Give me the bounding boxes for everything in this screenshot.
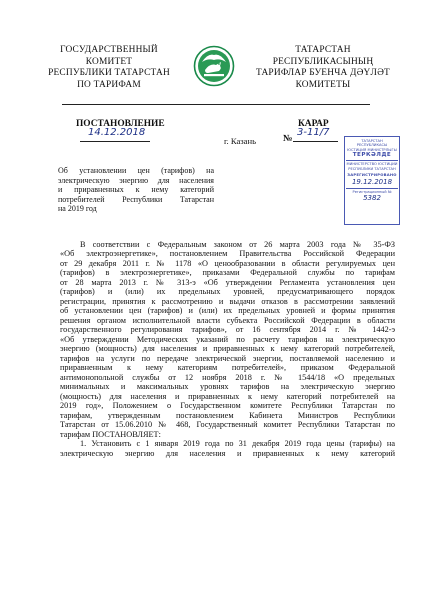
- stamp-line: МИНИСТЕРСТВО ЮСТИЦИИ: [346, 162, 398, 167]
- body-line: В соответствии с Федеральным законом от 26 марта 2003 года № 35-ФЗ: [80, 240, 395, 249]
- doc-city: г. Казань: [224, 136, 257, 146]
- stamp-separator: [346, 160, 398, 161]
- stamp-date: 19.12.2018: [351, 178, 393, 187]
- body-line: тарифам, утвержденным постановлением Кабинета Министров Республики: [60, 410, 395, 420]
- body-line: (тарифов) и (или) их предельных уровней, предусматривающего порядок: [60, 287, 395, 297]
- doc-type-left: ПОСТАНОВЛЕНИЕ: [76, 119, 165, 129]
- stamp-line: РЕСПУБЛИКИ ТАТАРСТАН: [348, 166, 396, 171]
- stamp-line: ЮСТИЦИЯ МИНИСТРЛЫГЫ: [347, 147, 397, 152]
- body-line: «Об утверждении Методических указаний по расчету тарифов на электрическую: [60, 334, 395, 344]
- body-line: энергию (мощность) для населения и приравненных к нему категорий потребителей,: [60, 344, 395, 354]
- subject-line: электрическую энергию для населения: [58, 175, 214, 185]
- body-line: тарифов на услуги по передаче электрической энергии, поставляемой населению и: [60, 353, 395, 363]
- number-sign: №: [283, 134, 293, 144]
- body-line: приравненным к нему категориям потребителей», приказом Федеральной: [60, 363, 395, 373]
- header-left-line: ГОСУДАРСТВЕННЫЙ: [60, 45, 158, 55]
- body-line: решения органом исполнительной власти субъекта Российской Федерации в области: [60, 315, 395, 325]
- body-line: 1. Установить с 1 января 2019 года по 31 декабря 2019 года цены (тарифы) на: [80, 439, 395, 449]
- header-right-line: ТАТАРСТАН: [295, 45, 351, 55]
- stamp-reg-label: Регистрационный №: [352, 190, 392, 195]
- body-line: об установлении цен (тарифов) и (или) их предельных уровней и формы принятия: [60, 306, 395, 316]
- header-left: [44, 45, 174, 91]
- registration-stamp: [344, 136, 400, 225]
- body-line: регистрации, принятия к рассмотрению и выдачи отказов в рассмотрении заявлений: [60, 296, 395, 306]
- body-line: государственного регулирования тарифов», от 16 сентября 2014 г. № 1442-э: [60, 325, 395, 335]
- subject-line: на 2019 год: [58, 204, 97, 214]
- doc-date: 14.12.2018: [88, 127, 146, 138]
- header-left-line: КОМИТЕТ: [85, 56, 133, 67]
- stamp-separator: [346, 188, 398, 189]
- subject-line: и приравненных к нему категорий: [58, 185, 214, 195]
- body-line: электрическую энергию для населения и приравненных к нему категорий: [60, 448, 395, 458]
- header-left-line: ПО ТАРИФАМ: [77, 79, 141, 90]
- stamp-title: ТЕРКӘЛДЕ: [352, 152, 392, 159]
- subject-line: потребителей Республики Татарстан: [58, 194, 214, 204]
- subject-line: Об установлении цен (тарифов) на: [58, 166, 214, 175]
- doc-type-right: КАРАР: [298, 119, 329, 129]
- body-line: от 28 марта 2013 г. № 313-э «Об утверждении Регламента установления цен: [60, 277, 395, 287]
- body-text: [60, 240, 395, 458]
- body-line: 2019 год», Положением о Государственном комитете Республики Татарстан по: [60, 401, 395, 411]
- tatarstan-emblem-icon: [192, 45, 236, 87]
- subject-block: [58, 166, 214, 214]
- header-divider: [62, 104, 370, 105]
- body-line: от 29 декабря 2011 г. № 1178 «О ценообразовании в области регулируемых цен: [60, 258, 395, 268]
- header-left-line: РЕСПУБЛИКИ ТАТАРСТАН: [48, 68, 170, 78]
- header-right-line: ТАРИФЛАР БУЕНЧА ДӘҮЛӘТ: [256, 68, 390, 78]
- body-line: Татарстан от 15.06.2010 № 468, Государственный комитет Республики Татарстан по: [60, 420, 395, 430]
- header-right-line: КОМИТЕТЫ: [295, 79, 351, 90]
- header-right-line: РЕСПУБЛИКАСЫНЫҢ: [272, 56, 374, 67]
- doc-number: 3-11/7: [297, 127, 330, 138]
- stamp-line: ТАТАРСТАН РЕСПУБЛИКАСЫ: [356, 139, 388, 148]
- body-line: антимонопольной службы от 12 ноября 2018 г. № 1544/18 «О предельных: [60, 372, 395, 382]
- body-line: (тарифов) в электроэнергетике», приказами Федеральной службы по тарифам: [60, 268, 395, 278]
- body-line: минимальных и максимальных уровнях тарифов на электрическую энергию: [60, 382, 395, 392]
- stamp-number: 5382: [363, 194, 381, 203]
- body-line: «Об электроэнергетике», постановлением Правительства Российской Федерации: [60, 249, 395, 259]
- body-line: тарифам ПОСТАНОВЛЯЕТ:: [60, 429, 161, 439]
- stamp-title-2: ЗАРЕГИСТРИРОВАНО: [347, 172, 397, 178]
- header-right: [249, 45, 397, 91]
- body-line: (мощность) для населения и приравненных к нему категорий потребителей на: [60, 391, 395, 401]
